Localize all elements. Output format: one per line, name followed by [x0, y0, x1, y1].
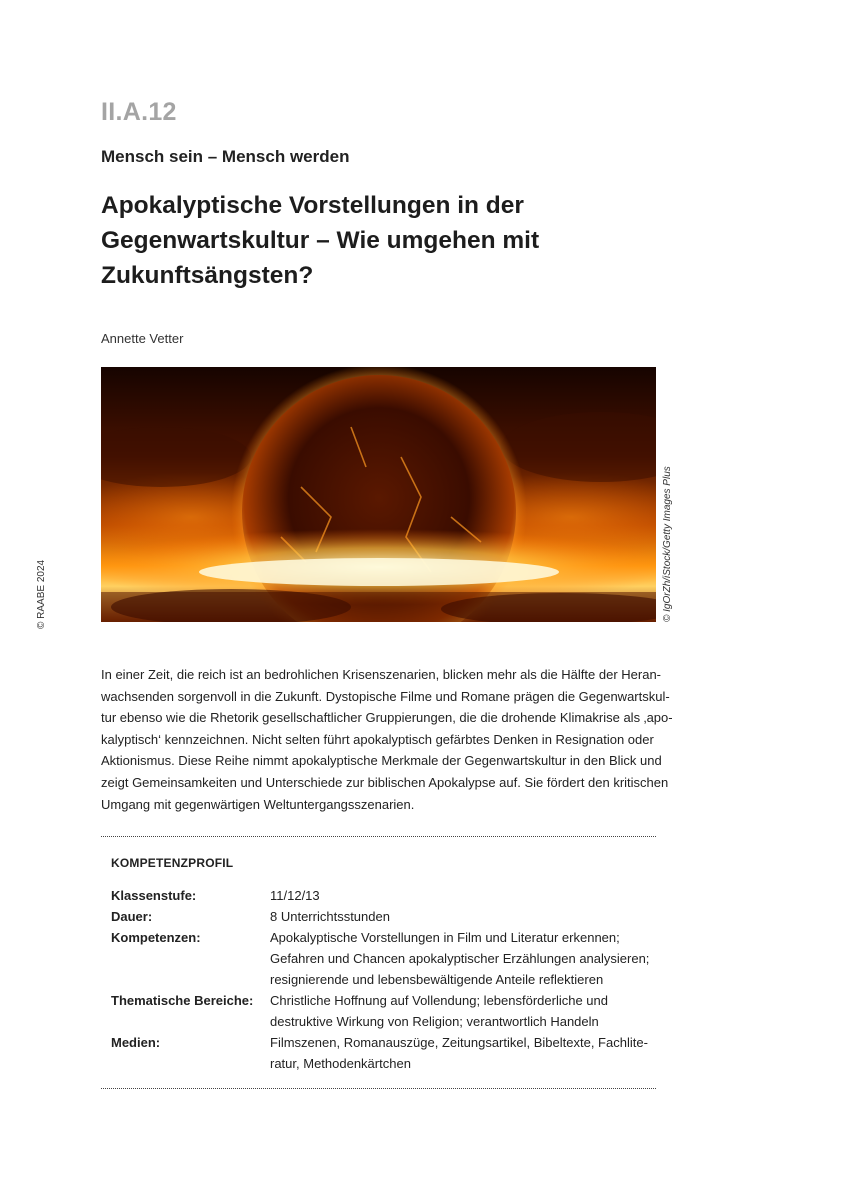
profile-value-line: 11/12/13: [270, 888, 320, 903]
profile-value-line: 8 Unterrichtsstunden: [270, 909, 390, 924]
profile-value-line: destruktive Wirkung von Religion; verantwortlich Handeln: [270, 1014, 599, 1030]
author-name: Annette Vetter: [101, 331, 184, 346]
title-line: Apokalyptische Vorstellungen in der: [101, 192, 524, 219]
title-line: Zukunftsängsten?: [101, 262, 314, 289]
intro-paragraph: [101, 664, 673, 815]
series-subtitle: Mensch sein – Mensch werden: [101, 147, 350, 166]
profile-heading: KOMPETENZPROFIL: [111, 856, 234, 870]
profile-value-line: Apokalyptische Vorstellungen in Film und Literatur erkennen;: [270, 930, 620, 945]
profile-label-topics: Thematische Bereiche:: [111, 993, 254, 1008]
profile-value-topics: [270, 990, 660, 1032]
profile-value-media: [270, 1032, 660, 1074]
image-credit: © IgOrZh/iStock/Getty Images Plus: [662, 466, 673, 622]
profile-value-grade: [270, 885, 660, 906]
intro-line: Aktionismus. Diese Reihe nimmt apokalyptische Merkmale der Gegenwartskultur in den Blick und: [101, 753, 662, 769]
profile-value-line: ratur, Methodenkärtchen: [270, 1056, 411, 1072]
profile-label-competencies: Kompetenzen:: [111, 930, 201, 945]
profile-label-media: Medien:: [111, 1035, 161, 1050]
intro-line: In einer Zeit, die reich ist an bedrohlichen Krisenszenarien, blicken mehr als die Hälfte der Heran-: [101, 667, 662, 682]
dotted-divider-bottom: [101, 1088, 656, 1089]
page-title: [101, 188, 661, 293]
intro-line: Umgang mit gegenwärtigen Weltuntergangsszenarien.: [101, 796, 415, 812]
profile-value-line: resignierende und lebensbewältigende Anteile reflektieren: [270, 972, 604, 988]
profile-value-competencies: [270, 927, 660, 991]
profile-value-line: Filmszenen, Romanauszüge, Zeitungsartikel, Bibeltexte, Fachlite-: [270, 1035, 648, 1050]
profile-label-duration: Dauer:: [111, 909, 153, 924]
profile-value-duration: [270, 906, 660, 927]
title-line: Gegenwartskultur – Wie umgehen mit: [101, 227, 540, 254]
burning-planet-illustration: [101, 367, 656, 622]
profile-value-line: Christliche Hoffnung auf Vollendung; lebensförderliche und: [270, 993, 608, 1008]
hero-image: [101, 367, 656, 622]
intro-line: tur ebenso wie die Rhetorik gesellschaftlicher Gruppierungen, die die drohende Klimakrise als ‚apo-: [101, 710, 673, 726]
intro-line: kalyptisch‘ kennzeichnen. Nicht selten führt apokalyptisch gefärbtes Denken in Resignation oder: [101, 731, 654, 747]
profile-label-grade: Klassenstufe:: [111, 888, 197, 903]
copyright-note: © RAABE 2024: [36, 559, 47, 629]
profile-value-line: Gefahren und Chancen apokalyptischer Erzählungen analysieren;: [270, 951, 650, 967]
unit-code: II.A.12: [101, 98, 177, 126]
intro-line: zeigt Gemeinsamkeiten und Unterschiede zur biblischen Apokalypse auf. Sie fördert den kritischen: [101, 774, 669, 790]
intro-line: wachsenden sorgenvoll in die Zukunft. Dystopische Filme und Romane prägen die Gegenwartskul-: [101, 688, 670, 704]
dotted-divider-top: [101, 836, 656, 837]
